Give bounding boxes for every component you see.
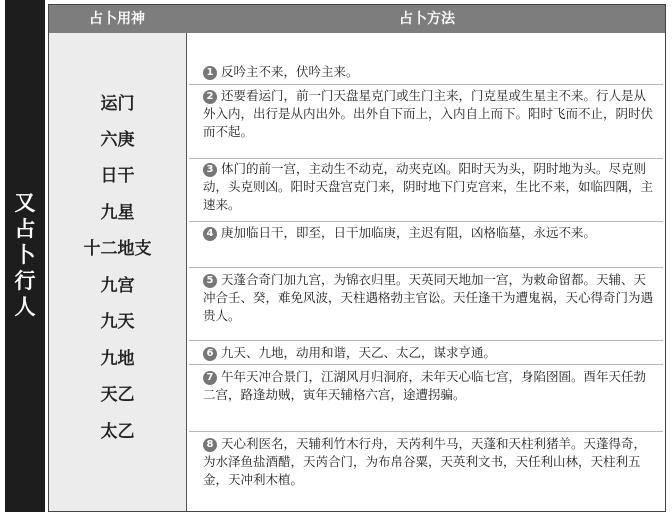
term-item: 九宫 — [100, 276, 135, 296]
row-divider — [189, 158, 663, 159]
method-entry — [189, 87, 663, 141]
row-divider — [189, 431, 663, 432]
entry-text: 午年天冲合景门，江湖风月归洞府，未年天心临七宫，身陷囹圄。酉年天任勃二宫，路逢劫贼，寅年天辅格六宫，途遭拐骗。 — [203, 369, 647, 402]
method-entry — [189, 368, 663, 404]
table-header — [49, 5, 665, 33]
entry-text: 还要看运门，前一门天盘星克门或生门主来，门克星或生星主不来。行人是从外入内，出行是从内出外。出外自下而上，入内自上而下。阳时飞而不止，阴时伏而不起。 — [203, 88, 654, 139]
entry-number-badge: 2 — [203, 90, 217, 104]
header-divination-subject: 占卜用神 — [89, 11, 145, 27]
row-divider — [189, 340, 663, 341]
side-title-char: 占 — [14, 217, 36, 241]
entry-text: 反吟主不来，伏吟主来。 — [221, 64, 359, 79]
side-title-char: 又 — [14, 191, 36, 215]
entry-text: 庚加临日干，即至，日干加临庚，主迟有阻，凶格临墓，永远不来。 — [221, 225, 597, 240]
entry-number-badge: 1 — [203, 66, 217, 80]
entry-text: 天心利医名，天辅利竹木行舟，天芮利牛马，天蓬和天柱利猪羊。天蓬得奇，为水泽鱼盐酒醋，天芮合门，为布帛谷粟，天英利文书，天任利山林，天柱利五金，天冲利木植。 — [203, 436, 647, 487]
header-divination-method: 占卜方法 — [399, 11, 455, 27]
entry-text: 九天、九地，动用和谐，天乙、太乙，谋求亨通。 — [221, 345, 497, 360]
term-item: 九星 — [100, 203, 135, 223]
entry-number-badge: 6 — [203, 347, 217, 361]
method-entry — [189, 344, 663, 362]
entry-text: 天蓬合奇门加九宫，为锦衣归里。天英同天地加一宫，为敕命留都。天辅、天冲合壬、癸，难免风波，天柱遇格勃主官讼。天任逢干为遭鬼祸，天心得奇门为遇贵人。 — [203, 272, 654, 323]
row-divider — [189, 221, 663, 222]
entry-number-badge: 3 — [203, 163, 217, 177]
side-title-char: 行 — [14, 269, 36, 293]
method-entry — [189, 63, 663, 81]
divination-table — [48, 4, 666, 512]
row-divider — [189, 267, 663, 268]
term-item: 太乙 — [100, 422, 135, 442]
method-entry — [189, 271, 663, 325]
term-item: 九天 — [100, 312, 135, 332]
term-item: 天乙 — [100, 385, 135, 405]
methods-column — [189, 33, 663, 511]
method-entry — [189, 435, 663, 489]
row-divider — [189, 364, 663, 365]
entry-number-badge: 7 — [203, 371, 217, 385]
side-title-char: 卜 — [14, 243, 36, 267]
term-item: 十二地支 — [83, 239, 152, 259]
entry-number-badge: 5 — [203, 274, 217, 288]
term-item: 运门 — [100, 94, 135, 114]
method-entry — [189, 224, 663, 242]
entry-number-badge: 8 — [203, 438, 217, 452]
term-item: 六庚 — [100, 130, 135, 150]
row-divider — [189, 84, 663, 85]
term-item: 日干 — [100, 166, 135, 186]
term-item: 九地 — [100, 349, 135, 369]
entry-text: 体门的前一宫，主动生不动克，动夹克凶。阳时天为头，阴时地为头。尽克则动，头克则凶。阳时天盘宫克门来，阴时地下门克宫来，生比不来，如临四隅，主速来。 — [203, 161, 654, 212]
terms-column — [49, 33, 187, 511]
method-entry — [189, 160, 663, 214]
entry-number-badge: 4 — [203, 227, 217, 241]
side-title — [12, 190, 38, 320]
side-title-char: 人 — [14, 295, 36, 319]
